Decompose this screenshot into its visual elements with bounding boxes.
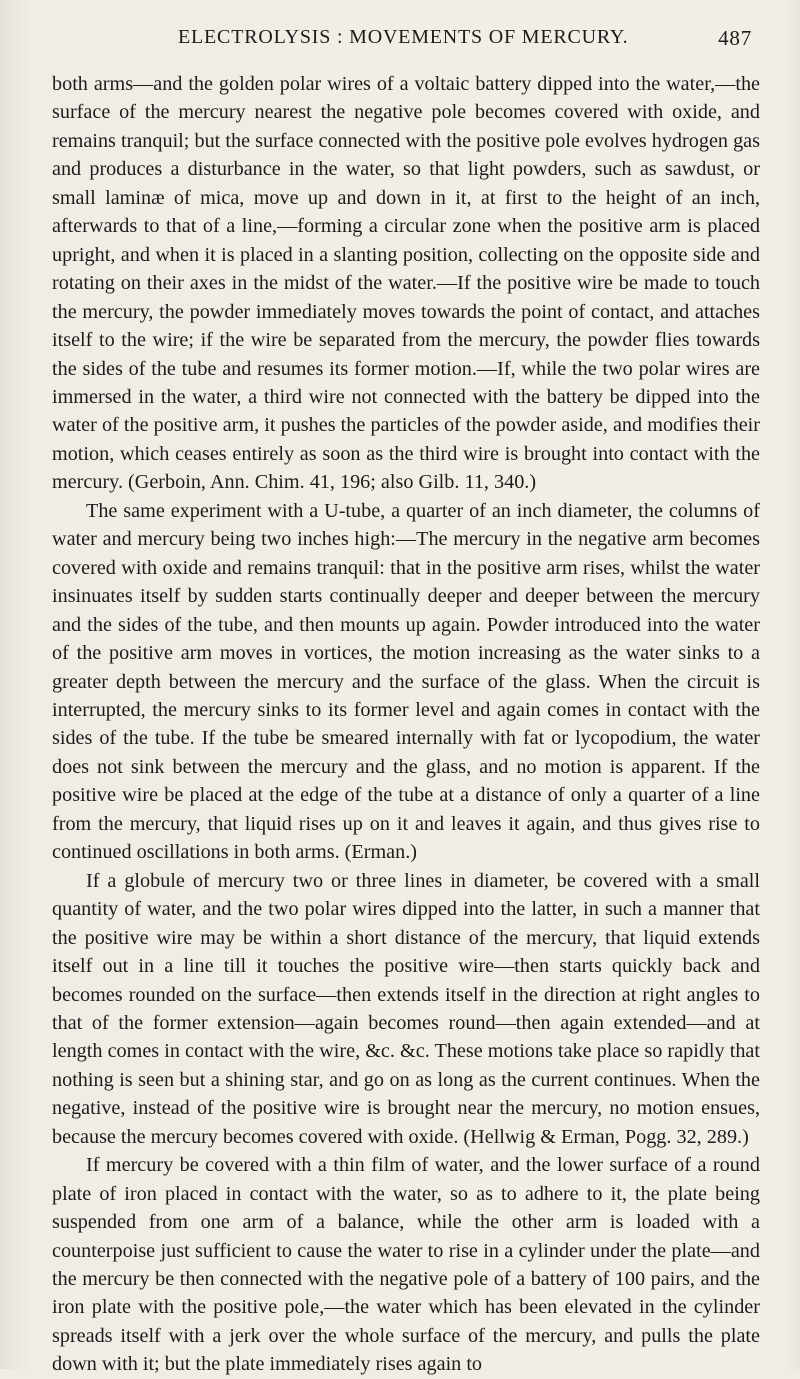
- paragraph-2: The same experiment with a U-tube, a quarter of an inch diameter, the columns of water and mercury being two inches high:—The mercury in the negative arm becomes covered with oxide and remains tranquil: that in the positive arm rises, whilst the water insinuates itself by sudden starts continually deeper and deeper between the mercury and the sides of the tube, and then mounts up again. Powder introduced into the water of the positive arm moves in vortices, the motion increasing as the water sinks to a greater depth between the mercury and the surface of the glass. When the circuit is interrupted, the mercury sinks to its former level and again comes in contact with the sides of the tube. If the tube be smeared internally with fat or lycopodium, the water does not sink between the mercury and the glass, and no motion is apparent. If the positive wire be placed at the edge of the tube at a distance of only a quarter of a line from the mercury, that liquid rises up on it and leaves it again, and thus gives rise to continued oscillations in both arms. (Erman.): [52, 499, 760, 864]
- running-head: [52, 26, 760, 62]
- paragraph-3: If a globule of mercury two or three lines in diameter, be covered with a small quantity of water, and the two polar wires dipped into the latter, in such a manner that the positive wire may be within a short distance of the mercury, that liquid extends itself out in a line till it touches the positive wire—then starts quickly back and becomes rounded on the surface—then extends itself in the direction at right angles to that of the former extension—again becomes round—then again extended—and at length comes in contact with the wire, &c. &c. These motions take place so rapidly that nothing is seen but a shining star, and go on as long as the current continues. When the negative, instead of the positive wire is brought near the mercury, no motion ensues, because the mercury becomes covered with oxide. (Hellwig & Erman, Pogg. 32, 289.): [52, 869, 760, 1148]
- paragraph-4: If mercury be covered with a thin film of water, and the lower surface of a round plate of iron placed in contact with the water, so as to adhere to it, the plate being suspended from one arm of a balance, while the other arm is loaded with a counterpoise just sufficient to cause the water to rise in a cylinder under the plate—and the mercury be then connected with the negative pole of a battery of 100 pairs, and the iron plate with the positive pole,—the water which has been elevated in the cylinder spreads itself with a jerk over the whole surface of the mercury, and pulls the plate down with it; but the plate immediately rises again to: [52, 1154, 760, 1376]
- running-title: ELECTROLYSIS : MOVEMENTS OF MERCURY.: [178, 26, 629, 48]
- page-number: 487: [718, 26, 752, 50]
- body-text: [52, 70, 760, 1379]
- paragraph-1: both arms—and the golden polar wires of a voltaic battery dipped into the water,—the surface of the mercury nearest the negative pole becomes covered with oxide, and remains tranquil; but the surface connected with the positive pole evolves hydrogen gas and produces a disturbance in the water, so that light powders, such as sawdust, or small laminæ of mica, move up and down in it, at first to the height of an inch, afterwards to that of a line,—forming a circular zone when the positive arm is placed upright, and when it is placed in a slanting position, collecting on the opposite side and rotating on their axes in the midst of the water.—If the positive wire be made to touch the mercury, the powder immediately moves towards the point of contact, and attaches itself to the wire; if the wire be separated from the mercury, the powder flies towards the sides of the tube and resumes its former motion.—If, while the two polar wires are immersed in the water, a third wire not connected with the battery be dipped into the water of the positive arm, it pushes the particles of the powder aside, and modifies their motion, which ceases entirely as soon as the third wire is brought into contact with the mercury. (Gerboin, Ann. Chim. 41, 196; also Gilb. 11, 340.): [52, 73, 760, 494]
